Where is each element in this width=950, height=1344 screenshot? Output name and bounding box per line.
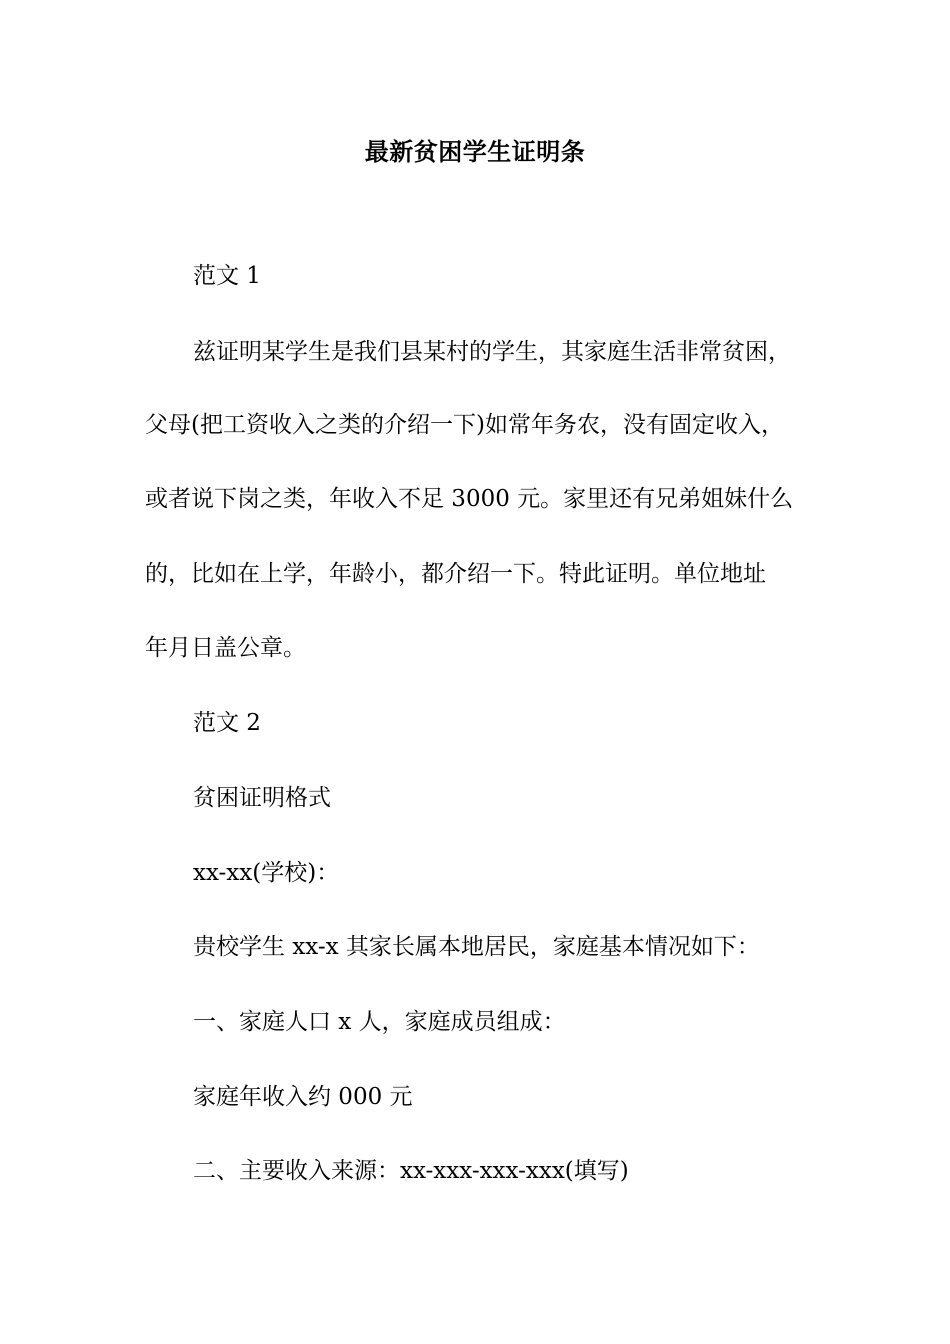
list-item: 一、家庭人口 x 人，家庭成员组成： [193,1009,566,1035]
document-title: 最新贫困学生证明条 [364,137,586,166]
paragraph-line: 兹证明某学生是我们县某村的学生，其家庭生活非常贫困， [193,339,791,365]
paragraph-line: 的，比如在上学，年龄小，都介绍一下。特此证明。单位地址 [145,561,766,587]
sample-heading-2: 范文 2 [193,710,261,736]
salutation-line: xx-xx(学校)： [193,860,340,886]
sample-heading-1: 范文 1 [193,263,261,289]
paragraph-line: 贵校学生 xx-x 其家长属本地居民，家庭基本情况如下： [193,934,760,960]
section-heading: 贫困证明格式 [193,785,331,811]
paragraph-line: 家庭年收入约 000 元 [193,1084,413,1110]
list-item: 二、主要收入来源：xx-xxx-xxx-xxx(填写) [193,1158,629,1184]
paragraph-line: 或者说下岗之类，年收入不足 3000 元。家里还有兄弟姐妹什么 [145,486,794,512]
paragraph-line: 年月日盖公章。 [145,635,306,661]
paragraph-line: 父母(把工资收入之类的介绍一下)如常年务农，没有固定收入， [145,412,784,438]
